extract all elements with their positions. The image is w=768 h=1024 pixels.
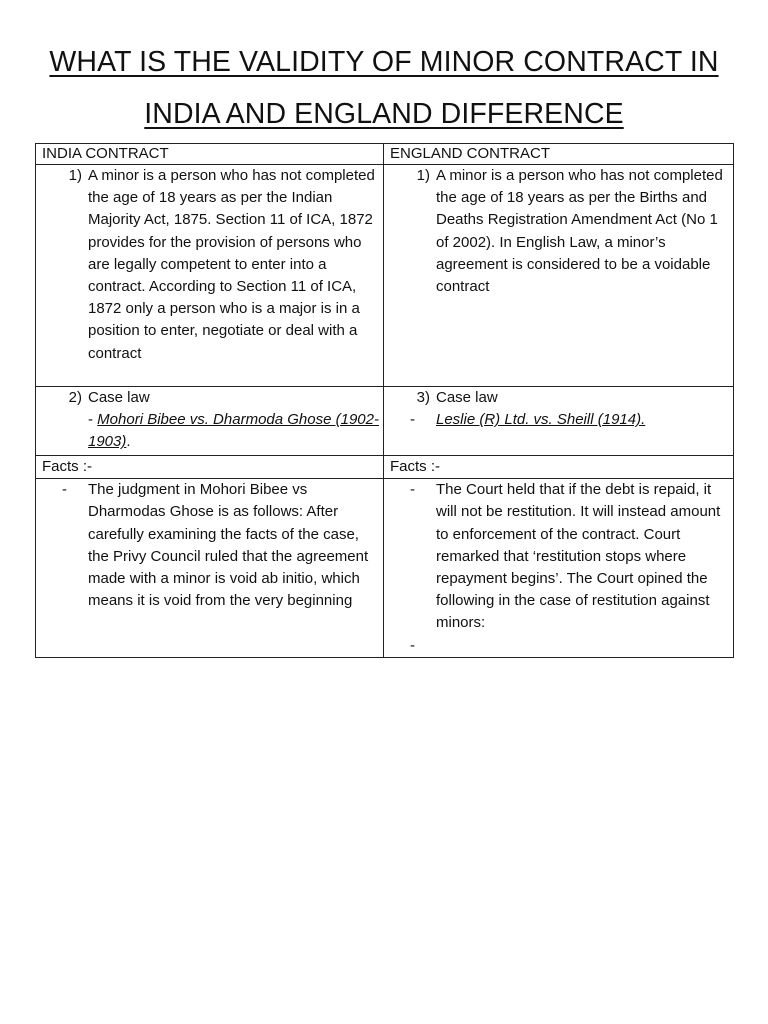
page-title <box>20 36 748 140</box>
dash-bullet: - <box>410 481 415 499</box>
title-line-1: WHAT IS THE VALIDITY OF MINOR CONTRACT IN <box>49 46 719 78</box>
dash-bullet: - <box>410 411 415 429</box>
england-definition-cell <box>384 165 734 387</box>
india-case-law-cell <box>36 387 384 456</box>
england-facts-label: Facts :- <box>384 456 734 479</box>
list-number: 3) <box>416 389 430 406</box>
list-number: 2) <box>68 389 82 406</box>
comparison-table <box>35 143 734 658</box>
list-number: 1) <box>68 167 82 184</box>
england-case-law-label: Case law <box>436 389 498 406</box>
india-facts-cell <box>36 479 384 658</box>
india-definition-cell <box>36 165 384 387</box>
england-facts-cell <box>384 479 734 658</box>
england-case-citation: Leslie (R) Ltd. vs. Sheill (1914). <box>436 411 646 429</box>
table-row-facts <box>36 479 734 658</box>
india-definition-text: A minor is a person who has not completed the age of 18 years as per the Indian Majority Act, 1875. Section 11 of ICA, 1872 provides for the provision of persons who are legally competent to enter into a contract. According to Section 11 of ICA, 1872 only a person who is a major is in a position to enter, negotiate or deal with a contract <box>88 167 375 362</box>
india-facts-label: Facts :- <box>36 456 384 479</box>
table-row-case-law <box>36 387 734 456</box>
header-england: ENGLAND CONTRACT <box>384 144 734 165</box>
england-case-law-cell <box>384 387 734 456</box>
dash-bullet: - <box>62 481 67 499</box>
india-case-law-label: Case law <box>88 389 150 406</box>
title-line-2: INDIA AND ENGLAND DIFFERENCE <box>144 98 624 130</box>
table-row-facts-label <box>36 456 734 479</box>
india-case-citation: Mohori Bibee vs. Dharmoda Ghose (1902-1903) <box>88 411 379 451</box>
india-case-reference <box>88 409 379 453</box>
table-row-definition <box>36 165 734 387</box>
india-facts-text: The judgment in Mohori Bibee vs Dharmodas Ghose is as follows: After carefully examining the facts of the case, the Privy Council ruled that the agreement made with a minor is void ab initio, which means it is void from the very beginning <box>88 481 369 610</box>
header-india: INDIA CONTRACT <box>36 144 384 165</box>
list-number: 1) <box>416 167 430 184</box>
case-suffix: . <box>126 433 131 451</box>
england-definition-text: A minor is a person who has not completed the age of 18 years as per the Births and Deaths Registration Amendment Act (No 1 of 2002). In English Law, a minor’s agreement is considered to be a voidable contract <box>436 167 723 296</box>
dash-bullet: - <box>410 636 415 654</box>
england-facts-text: The Court held that if the debt is repaid, it will not be restitution. It will instead amount to enforcement of the contract. Court remarked that ‘restitution stops where repayment begins’. The Court opined the following in the case of restitution against minors: <box>436 481 721 632</box>
table-header-row <box>36 144 734 165</box>
case-prefix: - <box>88 411 98 429</box>
